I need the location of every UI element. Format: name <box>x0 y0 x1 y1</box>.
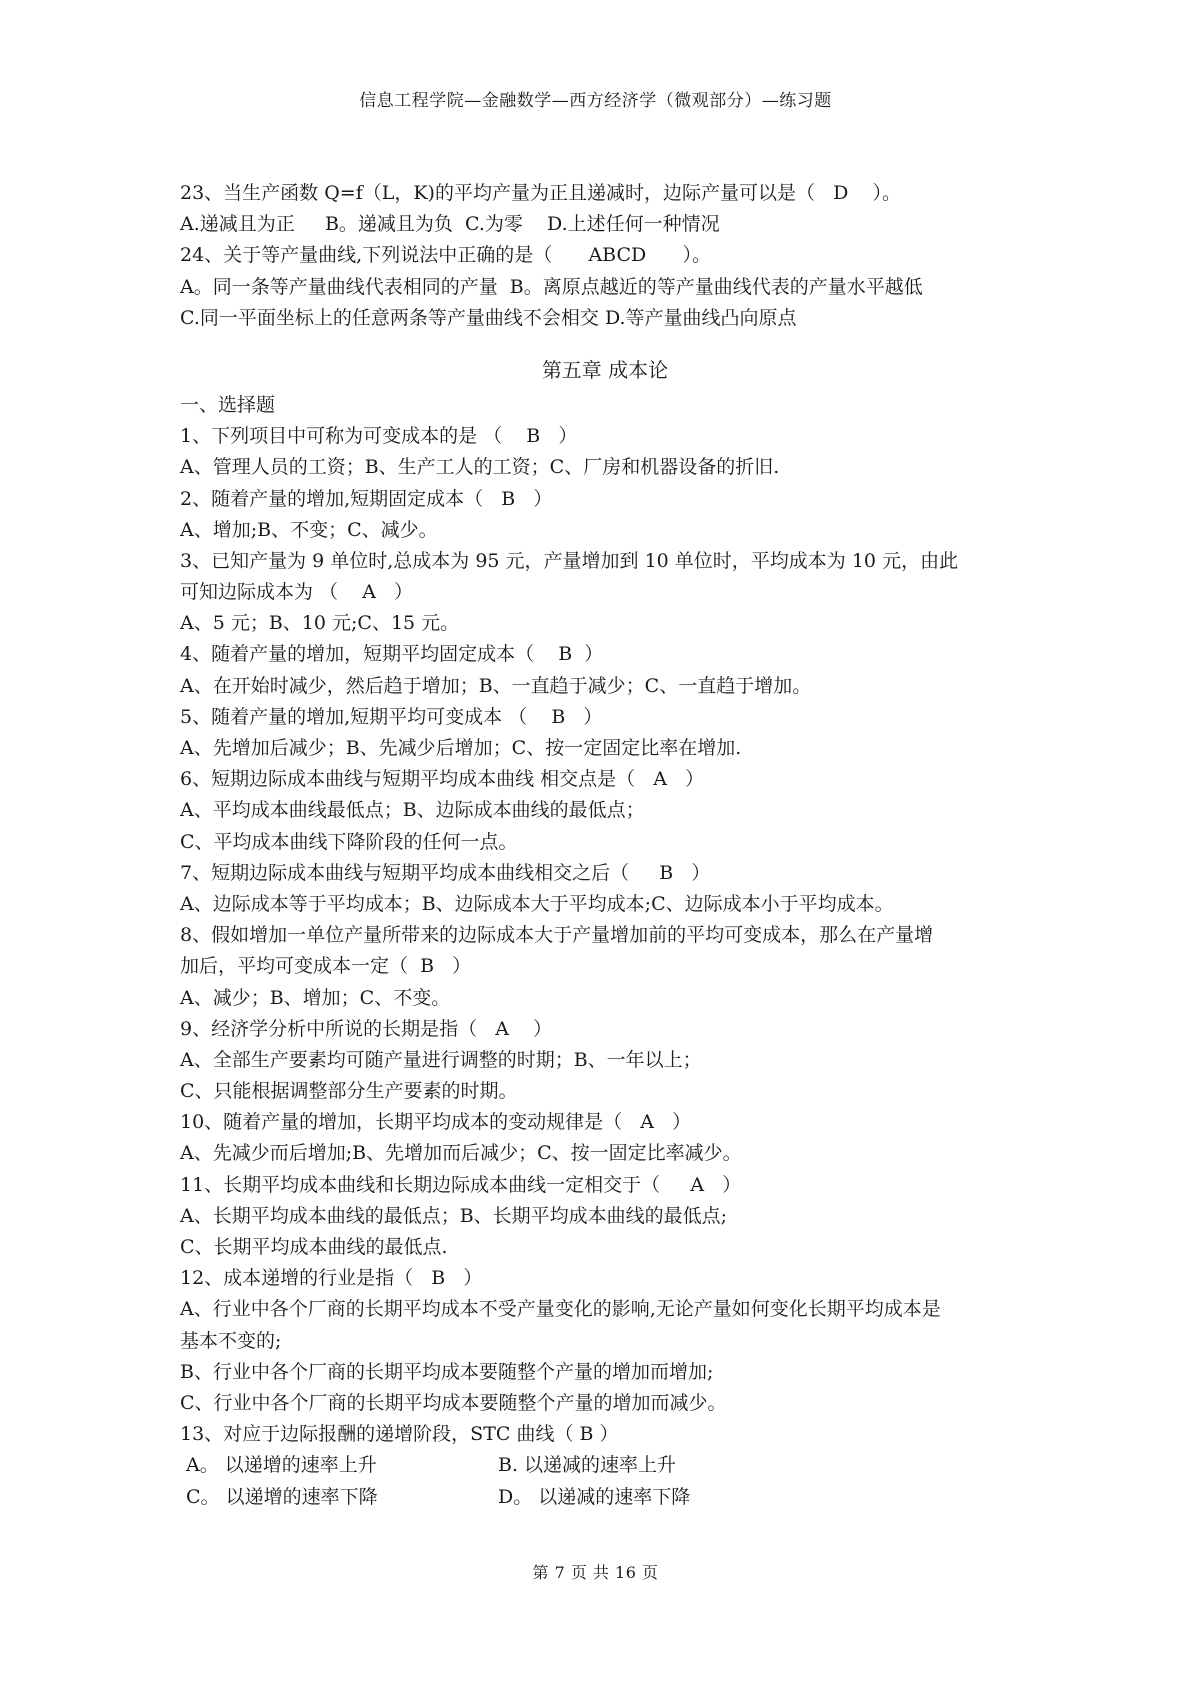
question-line: 可知边际成本为 （ A ） <box>180 581 414 604</box>
option-d: D。 以递减的速率下降 <box>498 1485 691 1508</box>
option-row <box>180 1450 1030 1481</box>
question-line: 10、随着产量的增加，长期平均成本的变动规律是（ A ） <box>180 1111 692 1134</box>
answer-line: C、长期平均成本曲线的最低点. <box>180 1236 448 1258</box>
question-line: 4、随着产量的增加，短期平均固定成本（ B ） <box>180 643 604 666</box>
answer-line: A、平均成本曲线最低点；B、边际成本曲线的最低点； <box>180 799 645 822</box>
question-line: 2、随着产量的增加,短期固定成本（ B ） <box>180 487 553 510</box>
answer-line: A、在开始时减少，然后趋于增加；B、一直趋于减少；C、一直趋于增加。 <box>180 674 812 697</box>
answer-line: A、全部生产要素均可随产量进行调整的时期；B、一年以上； <box>180 1048 702 1071</box>
question-line: 1、下列项目中可称为可变成本的是 （ B ） <box>180 425 578 448</box>
question-line: 13、对应于边际报酬的递增阶段，STC 曲线（ B ） <box>180 1423 619 1446</box>
answer-line: A、长期平均成本曲线的最低点；B、长期平均成本曲线的最低点; <box>180 1204 728 1227</box>
spacer <box>180 334 1030 352</box>
answer-line: 基本不变的; <box>180 1329 282 1352</box>
question-line: 6、短期边际成本曲线与短期平均成本曲线 相交点是（ A ） <box>180 768 705 791</box>
page-content <box>180 178 1030 1513</box>
answer-line: C、只能根据调整部分生产要素的时期。 <box>180 1080 518 1103</box>
answer-line: A、增加;B、不变；C、减少。 <box>180 518 438 541</box>
text-line: A.递减且为正 B。递减且为负 C.为零 D.上述任何一种情况 <box>180 213 720 236</box>
question-line: 5、随着产量的增加,短期平均可变成本 （ B ） <box>180 705 603 728</box>
option-b: B. 以递减的速率上升 <box>498 1454 677 1477</box>
chapter-title: 第五章 成本论 <box>541 357 669 382</box>
page-footer: 第 7 页 共 16 页 <box>532 1563 659 1582</box>
answer-line: A、先增加后减少；B、先减少后增加；C、按一定固定比率在增加. <box>180 737 742 759</box>
question-line: 11、长期平均成本曲线和长期边际成本曲线一定相交于（ A ） <box>180 1173 742 1196</box>
question-line: 8、假如增加一单位产量所带来的边际成本大于产量增加前的平均可变成本，那么在产量增 <box>180 924 934 947</box>
question-line: 12、成本递增的行业是指（ B ） <box>180 1267 483 1290</box>
text-line: A。同一条等产量曲线代表相同的产量 B。离原点越近的等产量曲线代表的产量水平越低 <box>180 275 923 298</box>
text-line: C.同一平面坐标上的任意两条等产量曲线不会相交 D.等产量曲线凸向原点 <box>180 306 797 329</box>
text-line: 23、当生产函数 Q=f（L，K)的平均产量为正且递减时，边际产量可以是（ D ）。 <box>180 182 901 204</box>
answer-line: A、行业中各个厂商的长期平均成本不受产量变化的影响,无论产量如何变化长期平均成本是 <box>180 1298 941 1321</box>
option-c: C。 以递增的速率下降 <box>180 1485 378 1508</box>
page-header: 信息工程学院—金融数学—西方经济学（微观部分）—练习题 <box>359 91 832 111</box>
option-row <box>180 1482 1030 1513</box>
answer-line: A、管理人员的工资；B、生产工人的工资；C、厂房和机器设备的折旧. <box>180 456 780 479</box>
question-line: 9、经济学分析中所说的长期是指（ A ） <box>180 1017 553 1040</box>
text-line: 24、关于等产量曲线,下列说法中正确的是（ ABCD ）。 <box>180 244 711 267</box>
answer-line: A、边际成本等于平均成本；B、边际成本大于平均成本;C、边际成本小于平均成本。 <box>180 892 894 915</box>
answer-line: A、5 元；B、10 元;C、15 元。 <box>180 612 460 635</box>
question-line: 7、短期边际成本曲线与短期平均成本曲线相交之后（ B ） <box>180 861 711 884</box>
answer-line: B、行业中各个厂商的长期平均成本要随整个产量的增加而增加; <box>180 1360 714 1383</box>
option-a: A。 以递增的速率上升 <box>180 1454 377 1477</box>
question-line: 3、已知产量为 9 单位时,总成本为 95 元，产量增加到 10 单位时，平均成本为 10 元，由此 <box>180 549 959 572</box>
answer-line: A、先减少而后增加;B、先增加而后减少；C、按一固定比率减少。 <box>180 1142 742 1165</box>
answer-line: A、减少；B、增加；C、不变。 <box>180 986 451 1009</box>
answer-line: C、平均成本曲线下降阶段的任何一点。 <box>180 830 518 853</box>
question-line: 加后，平均可变成本一定（ B ） <box>180 955 472 978</box>
section-heading: 一、选择题 <box>180 393 276 416</box>
answer-line: C、行业中各个厂商的长期平均成本要随整个产量的增加而减少。 <box>180 1391 727 1414</box>
